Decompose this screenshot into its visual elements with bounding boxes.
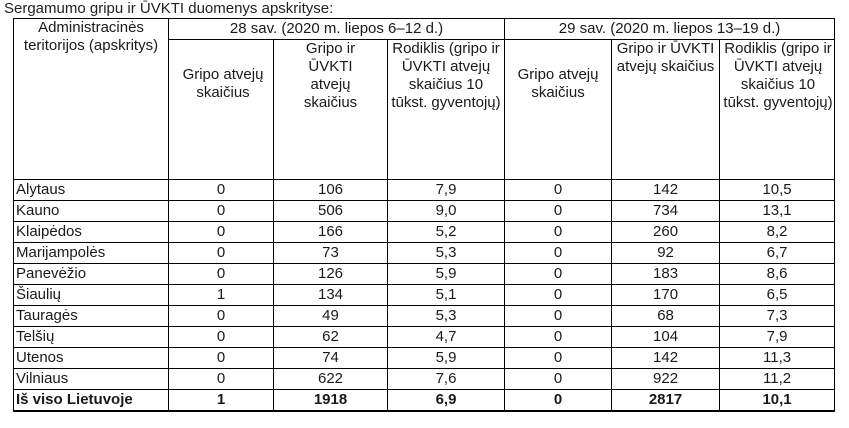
- flu-cases-w29-cell: 0: [505, 369, 612, 390]
- col-header-flu-cases-w29: Gripo atvejų skaičius: [505, 40, 612, 180]
- region-name-cell: Vilniaus: [14, 369, 169, 390]
- flu-ari-cases-w28-cell: 166: [274, 222, 388, 243]
- rate-w29-cell: 10,1: [720, 390, 835, 412]
- flu-data-table: [13, 18, 835, 412]
- col-header-rate-w28: Rodiklis (gripo ir ŪVKTI atvejų skaičius 10 tūkst. gyventojų): [388, 40, 505, 180]
- flu-ari-cases-w28-cell: 506: [274, 201, 388, 222]
- flu-cases-w28-cell: 1: [169, 285, 274, 306]
- region-name-cell: Šiaulių: [14, 285, 169, 306]
- flu-ari-cases-w28-cell: 622: [274, 369, 388, 390]
- flu-cases-w29-cell: 0: [505, 180, 612, 201]
- flu-cases-w29-cell: 0: [505, 327, 612, 348]
- region-name-cell: Utenos: [14, 348, 169, 369]
- region-name-cell: Alytaus: [14, 180, 169, 201]
- flu-ari-cases-w29-cell: 2817: [612, 390, 720, 412]
- rate-w29-cell: 13,1: [720, 201, 835, 222]
- flu-cases-w28-cell: 0: [169, 222, 274, 243]
- flu-cases-w28-cell: 0: [169, 264, 274, 285]
- flu-ari-cases-w29-cell: 170: [612, 285, 720, 306]
- flu-ari-cases-w28-cell: 73: [274, 243, 388, 264]
- flu-ari-cases-w29-cell: 260: [612, 222, 720, 243]
- region-name-cell: Marijampolės: [14, 243, 169, 264]
- flu-cases-w28-cell: 0: [169, 201, 274, 222]
- rate-w29-cell: 11,2: [720, 369, 835, 390]
- rate-w28-cell: 5,1: [388, 285, 505, 306]
- rate-w28-cell: 6,9: [388, 390, 505, 412]
- rate-w28-cell: 5,3: [388, 243, 505, 264]
- flu-cases-w28-cell: 0: [169, 243, 274, 264]
- flu-ari-cases-w28-cell: 74: [274, 348, 388, 369]
- flu-ari-cases-w29-cell: 142: [612, 348, 720, 369]
- table-row: [14, 348, 835, 369]
- rate-w28-cell: 5,3: [388, 306, 505, 327]
- table-row: [14, 243, 835, 264]
- col-header-rate-w29: Rodiklis (gripo ir ŪVKTI atvejų skaičius 10 tūkst. gyventojų): [720, 40, 835, 180]
- flu-cases-w28-cell: 0: [169, 348, 274, 369]
- table-row: [14, 201, 835, 222]
- flu-cases-w28-cell: 0: [169, 180, 274, 201]
- table-row: [14, 369, 835, 390]
- region-name-cell: Telšių: [14, 327, 169, 348]
- rate-w29-cell: 11,3: [720, 348, 835, 369]
- flu-ari-cases-w28-cell: 49: [274, 306, 388, 327]
- flu-cases-w29-cell: 0: [505, 243, 612, 264]
- region-name-cell: Tauragės: [14, 306, 169, 327]
- flu-ari-cases-w29-cell: 68: [612, 306, 720, 327]
- table-row: [14, 264, 835, 285]
- rate-w28-cell: 5,9: [388, 264, 505, 285]
- flu-ari-cases-w29-cell: 183: [612, 264, 720, 285]
- rate-w28-cell: 9,0: [388, 201, 505, 222]
- rate-w28-cell: 5,2: [388, 222, 505, 243]
- flu-cases-w28-cell: 0: [169, 327, 274, 348]
- flu-cases-w29-cell: 0: [505, 285, 612, 306]
- flu-cases-w29-cell: 0: [505, 201, 612, 222]
- rate-w29-cell: 6,7: [720, 243, 835, 264]
- region-column-header: Administracinės teritorijos (apskritys): [14, 19, 169, 180]
- table-row: [14, 222, 835, 243]
- rate-w28-cell: 7,6: [388, 369, 505, 390]
- flu-cases-w29-cell: 0: [505, 390, 612, 412]
- rate-w29-cell: 8,6: [720, 264, 835, 285]
- week-29-header: 29 sav. (2020 m. liepos 13–19 d.): [505, 19, 835, 40]
- col-header-flu-ari-cases-w29: Gripo ir ŪVKTI atvejų skaičius: [612, 40, 720, 180]
- table-row: [14, 327, 835, 348]
- table-row: [14, 180, 835, 201]
- table-body: [14, 180, 835, 412]
- rate-w28-cell: 7,9: [388, 180, 505, 201]
- rate-w28-cell: 4,7: [388, 327, 505, 348]
- col-header-flu-ari-cases-w28: Gripo ir ŪVKTI atvejų skaičius: [274, 40, 388, 180]
- table-row: [14, 285, 835, 306]
- flu-ari-cases-w29-cell: 922: [612, 369, 720, 390]
- flu-ari-cases-w29-cell: 104: [612, 327, 720, 348]
- rate-w29-cell: 10,5: [720, 180, 835, 201]
- rate-w29-cell: 8,2: [720, 222, 835, 243]
- flu-cases-w28-cell: 1: [169, 390, 274, 412]
- flu-ari-cases-w29-cell: 142: [612, 180, 720, 201]
- flu-ari-cases-w28-cell: 106: [274, 180, 388, 201]
- flu-ari-cases-w28-cell: 126: [274, 264, 388, 285]
- flu-cases-w29-cell: 0: [505, 222, 612, 243]
- flu-cases-w28-cell: 0: [169, 369, 274, 390]
- region-name-cell: Kauno: [14, 201, 169, 222]
- flu-ari-cases-w28-cell: 134: [274, 285, 388, 306]
- rate-w29-cell: 7,9: [720, 327, 835, 348]
- region-name-cell: Iš viso Lietuvoje: [14, 390, 169, 412]
- rate-w28-cell: 5,9: [388, 348, 505, 369]
- week-28-header: 28 sav. (2020 m. liepos 6–12 d.): [169, 19, 505, 40]
- total-row: [14, 390, 835, 412]
- flu-ari-cases-w29-cell: 92: [612, 243, 720, 264]
- rate-w29-cell: 7,3: [720, 306, 835, 327]
- flu-ari-cases-w28-cell: 62: [274, 327, 388, 348]
- table-row: [14, 306, 835, 327]
- flu-ari-cases-w29-cell: 734: [612, 201, 720, 222]
- region-name-cell: Panevėžio: [14, 264, 169, 285]
- flu-cases-w29-cell: 0: [505, 264, 612, 285]
- flu-cases-w29-cell: 0: [505, 306, 612, 327]
- col-header-flu-cases-w28: Gripo atvejų skaičius: [169, 40, 274, 180]
- rate-w29-cell: 6,5: [720, 285, 835, 306]
- flu-cases-w29-cell: 0: [505, 348, 612, 369]
- region-name-cell: Klaipėdos: [14, 222, 169, 243]
- flu-ari-cases-w28-cell: 1918: [274, 390, 388, 412]
- table-caption: Sergamumo gripu ir ŪVKTI duomenys apskrityse:: [4, 0, 334, 17]
- flu-cases-w28-cell: 0: [169, 306, 274, 327]
